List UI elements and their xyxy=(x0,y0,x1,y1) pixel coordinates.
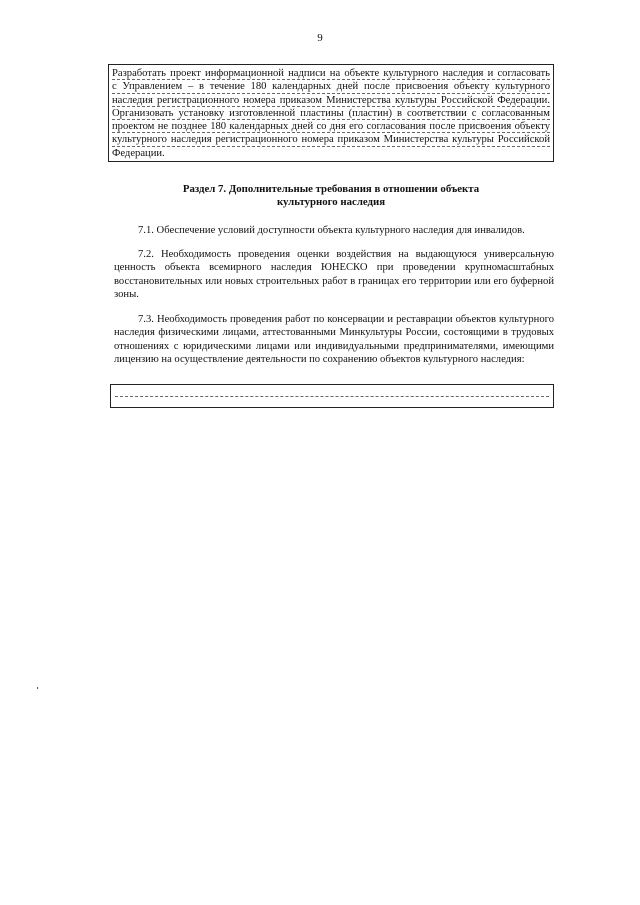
box-text-line: Организовать установку изготовленной пластины (пластин) в соответствии с согласованным xyxy=(112,107,550,119)
box-text-line: с Управлением – в течение 180 календарных дней после присвоения объекту культурного xyxy=(112,81,550,93)
paragraph-line: ценность объекта всемирного наследия ЮНЕСКО при проведении крупномасштабных xyxy=(114,262,554,274)
section-7-heading xyxy=(108,183,554,209)
paragraph-line: отношениях с юридическими лицами или индивидуальными предпринимателями, имеющими xyxy=(114,340,554,352)
box-text-line: Федерации. xyxy=(112,147,165,159)
box-text-line: проектом не позднее 180 календарных дней со дня его согласования после присвоения объекту xyxy=(112,121,550,133)
paragraph-line: 7.1. Обеспечение условий доступности объекта культурного наследия для инвалидов. xyxy=(138,225,525,236)
information-plate-requirement-box xyxy=(108,64,554,162)
box-text-line: культурного наследия регистрационного номера приказом Министерства культуры Российской xyxy=(112,134,550,146)
empty-fill-box xyxy=(110,384,554,408)
paragraph-line: восстановительных или новых строительных работ в границах его территории или его буферной xyxy=(114,275,554,287)
paragraph-line: лицензию на осуществление деятельности по сохранению объектов культурного наследия: xyxy=(114,353,525,365)
paragraph-line: наследия физическими лицами, аттестованными Минкультуры России, состоящими в трудовых xyxy=(114,327,554,339)
paragraph-line: зоны. xyxy=(114,288,139,300)
box-text-line: Разработать проект информационной надписи на объекте культурного наследия и согласовать xyxy=(112,68,550,79)
item-7-1 xyxy=(114,224,554,237)
page-number: 9 xyxy=(317,32,323,44)
box-text-line: наследия регистрационного номера приказом Министерства культуры Российской Федерации. xyxy=(112,94,550,106)
scan-speck xyxy=(37,687,38,689)
section-heading-line: Раздел 7. Дополнительные требования в отношении объекта xyxy=(182,183,480,195)
paragraph-line: 7.3. Необходимость проведения работ по консервации и реставрации объектов культурного xyxy=(138,314,554,325)
paragraph-line: 7.2. Необходимость проведения оценки воздействия на выдающуюся универсальную xyxy=(138,249,554,260)
dashed-guide-line xyxy=(115,396,549,397)
item-7-2 xyxy=(114,248,554,301)
item-7-3 xyxy=(114,313,554,366)
section-heading-line: культурного наследия xyxy=(276,196,386,208)
